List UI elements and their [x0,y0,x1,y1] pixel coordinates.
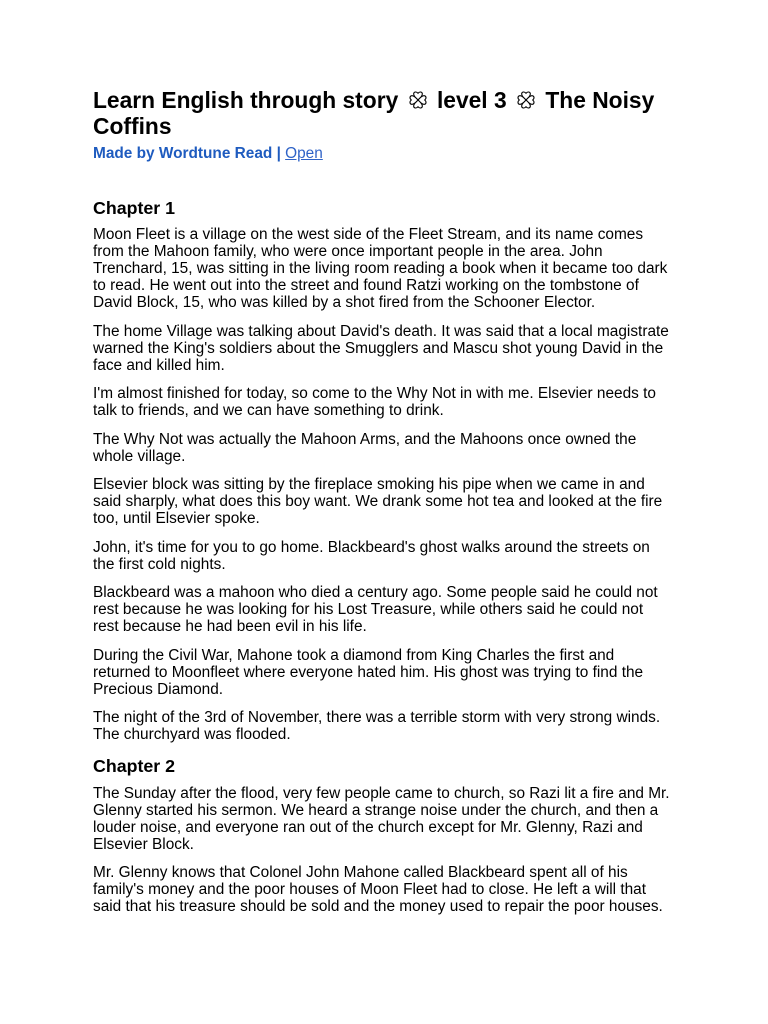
paragraph-line: The night of the 3rd of November, there was a terrible storm with very strong winds. [93,709,661,727]
paragraph-line: family's money and the poor houses of Moon Fleet had to close. He left a will that [93,881,647,899]
paragraph-line: The home Village was talking about David's death. It was said that a local magistrate [93,322,669,340]
paragraph-line: Trenchard, 15, was sitting in the living room reading a book when it became too dark [93,260,668,278]
paragraph-line: The churchyard was flooded. [93,726,291,744]
paragraph [93,709,768,743]
paragraph [93,864,768,915]
title-text: level 3 [436,87,507,113]
title-text: The Noisy Coffins [93,87,655,139]
chapter-section [93,756,768,915]
paragraph-line: Precious Diamond. [93,680,224,698]
chapters [93,198,768,916]
chapter-section [93,198,768,744]
paragraph [93,476,768,527]
document-title [93,87,673,139]
paragraph-line: from the Mahoon family, who were once important people in the area. John [93,243,603,261]
paragraph-line: rest because he had been evil in his life. [93,618,367,636]
paragraph-line: David Block, 15, who was killed by a shot fired from the Schooner Elector. [93,294,596,312]
byline [93,145,768,163]
paragraph [93,226,768,311]
paragraph-line: said that his treasure should be sold and the money used to repair the poor houses. [93,898,663,916]
paragraph-line: returned to Moonfleet where everyone hated him. His ghost was trying to find the [93,663,644,681]
paragraph-line: the first cold nights. [93,555,226,573]
paragraph-line: During the Civil War, Mahone took a diamond from King Charles the first and [93,646,615,664]
paragraph-line: said sharply, what does this boy want. We drank some hot tea and looked at the fire [93,493,663,511]
paragraph [93,431,768,465]
paragraph-line: warned the King's soldiers about the Smugglers and Mascu shot young David in the [93,339,664,357]
paragraph-line: Elsevier Block. [93,835,194,853]
paragraph [93,539,768,573]
open-link[interactable]: Open [285,144,323,162]
chapter-heading: Chapter 1 [93,197,176,218]
paragraph-line: I'm almost finished for today, so come to the Why Not in with me. Elsevier needs to [93,385,656,403]
paragraph-line: The Why Not was actually the Mahoon Arms, and the Mahoons once owned the [93,430,637,448]
paragraph-line: Glenny started his sermon. We heard a strange noise under the church, and then a [93,801,659,819]
clover-icon [405,90,431,110]
paragraph-line: Blackbeard was a mahoon who died a century ago. Some people said he could not [93,584,658,602]
paragraph [93,584,768,635]
clover-icon [513,90,539,110]
paragraph-line: talk to friends, and we can have something to drink. [93,402,444,420]
paragraph-line: whole village. [93,447,186,465]
paragraph-line: rest because he was looking for his Lost Treasure, while others said he could not [93,601,644,619]
byline-label: Made by Wordtune Read | [93,144,281,162]
paragraph-line: louder noise, and everyone ran out of the church except for Mr. Glenny, Razi and [93,818,643,836]
paragraph-line: to read. He went out into the street and found Ratzi working on the tombstone of [93,277,639,295]
chapter-heading: Chapter 2 [93,756,176,777]
title-text: Learn English through story [93,87,399,113]
paragraph [93,323,768,374]
paragraph-line: too, until Elsevier spoke. [93,510,260,528]
paragraph-line: face and killed him. [93,356,225,374]
paragraph-line: Elsevier block was sitting by the fireplace smoking his pipe when we came in and [93,476,645,494]
paragraph-line: Mr. Glenny knows that Colonel John Mahone called Blackbeard spent all of his [93,864,628,882]
paragraph-line: Moon Fleet is a village on the west side of the Fleet Stream, and its name comes [93,226,644,244]
paragraph [93,647,768,698]
paragraph [93,785,768,853]
paragraph [93,385,768,419]
paragraph-line: John, it's time for you to go home. Blackbeard's ghost walks around the streets on [93,538,650,556]
paragraph-line: The Sunday after the flood, very few people came to church, so Razi lit a fire and Mr. [93,784,670,802]
